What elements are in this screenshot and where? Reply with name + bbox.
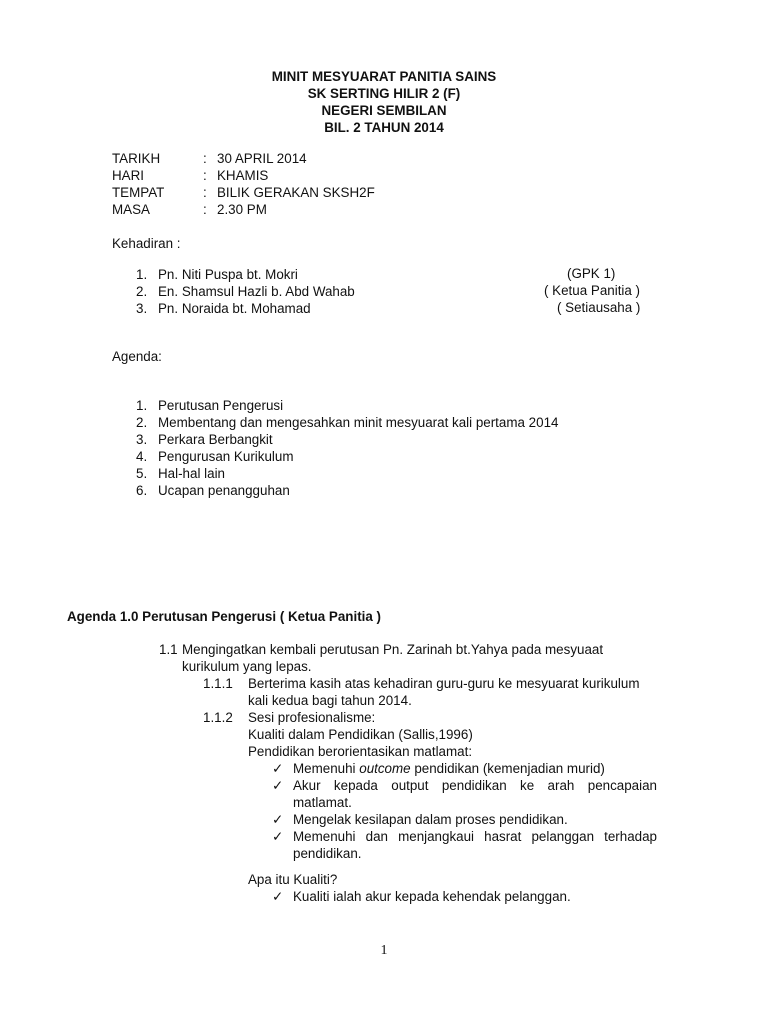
- agenda-number: 6.: [136, 483, 148, 498]
- check-icon: ✓: [272, 761, 284, 776]
- check-icon: ✓: [272, 778, 284, 793]
- info-key-tarikh: TARIKH: [112, 151, 161, 166]
- info-key-hari: HARI: [112, 168, 144, 183]
- attendance-number: 2.: [136, 284, 148, 299]
- section-1-1-2-subtitle-2: Pendidikan berorientasikan matlamat:: [248, 744, 473, 759]
- info-value-tarikh: 30 APRIL 2014: [217, 151, 307, 166]
- info-colon: :: [203, 151, 207, 166]
- info-key-tempat: TEMPAT: [112, 185, 165, 200]
- bullet-text-post: pendidikan (kemenjadian murid): [410, 761, 605, 776]
- section-1-1-2-text: Sesi profesionalisme:: [248, 710, 376, 725]
- attendance-number: 3.: [136, 301, 148, 316]
- section-1-1-1-text-cont: kali kedua bagi tahun 2014.: [248, 693, 412, 708]
- section-1-1-1-text: Berterima kasih atas kehadiran guru-guru ke mesyuarat kurikulum: [248, 676, 640, 691]
- info-colon: :: [203, 185, 207, 200]
- title-line-1: MINIT MESYUARAT PANITIA SAINS: [271, 69, 497, 84]
- info-key-masa: MASA: [112, 202, 150, 217]
- attendance-role: (GPK 1): [567, 266, 616, 281]
- page-number: 1: [380, 943, 388, 958]
- section-1-1-2-subtitle: Kualiti dalam Pendidikan (Sallis,1996): [248, 727, 473, 742]
- bullet-text: Memenuhi dan menjangkaui hasrat pelanggan terhadap pendidikan.: [293, 829, 657, 861]
- bullet-item: [272, 811, 657, 828]
- agenda-1-heading: Agenda 1.0 Perutusan Pengerusi ( Ketua Panitia ): [67, 609, 382, 624]
- section-1-1-text-cont: kurikulum yang lepas.: [182, 659, 312, 674]
- section-1-1-text: Mengingatkan kembali perutusan Pn. Zarinah bt.Yahya pada mesyuaat: [182, 642, 604, 657]
- info-colon: :: [203, 202, 207, 217]
- agenda-text: Pengurusan Kurikulum: [158, 449, 294, 464]
- check-icon: ✓: [272, 812, 284, 827]
- agenda-text: Ucapan penangguhan: [158, 483, 290, 498]
- agenda-text: Hal-hal lain: [158, 466, 225, 481]
- bullet-item: [272, 888, 657, 905]
- info-value-hari: KHAMIS: [217, 168, 269, 183]
- bullet-text: [293, 760, 657, 777]
- bullet-text: Akur kepada output pendidikan ke arah pencapaian matlamat.: [293, 778, 657, 810]
- check-icon: ✓: [272, 829, 284, 844]
- attendance-name: Pn. Noraida bt. Mohamad: [158, 301, 311, 316]
- section-1-1-2-number: 1.1.2: [203, 710, 233, 725]
- section-1-1-number: 1.1: [159, 642, 178, 657]
- agenda-number: 5.: [136, 466, 148, 481]
- attendance-name: Pn. Niti Puspa bt. Mokri: [158, 267, 298, 282]
- agenda-text: Membentang dan mengesahkan minit mesyuarat kali pertama 2014: [158, 415, 559, 430]
- bullet-item: [272, 828, 657, 862]
- info-value-masa: 2.30 PM: [217, 202, 267, 217]
- document-title: [0, 68, 768, 136]
- info-colon: :: [203, 168, 207, 183]
- bullet-item: [272, 760, 657, 777]
- title-line-4: BIL. 2 TAHUN 2014: [324, 120, 444, 135]
- bullet-text: Mengelak kesilapan dalam proses pendidikan.: [293, 812, 568, 827]
- attendance-label: Kehadiran :: [112, 236, 181, 251]
- check-icon: ✓: [272, 889, 284, 904]
- agenda-number: 4.: [136, 449, 148, 464]
- attendance-role: ( Ketua Panitia ): [544, 283, 641, 298]
- bullet-text-pre: Memenuhi: [293, 761, 360, 776]
- bullet-item: [272, 777, 657, 811]
- attendance-number: 1.: [136, 267, 148, 282]
- question-label: Apa itu Kualiti?: [248, 872, 338, 887]
- info-value-tempat: BILIK GERAKAN SKSH2F: [217, 185, 375, 200]
- agenda-number: 2.: [136, 415, 148, 430]
- agenda-text: Perutusan Pengerusi: [158, 398, 284, 413]
- attendance-role: ( Setiausaha ): [557, 300, 641, 315]
- agenda-number: 1.: [136, 398, 148, 413]
- section-1-1-1-number: 1.1.1: [203, 676, 233, 691]
- attendance-name: En. Shamsul Hazli b. Abd Wahab: [158, 284, 355, 299]
- agenda-text: Perkara Berbangkit: [158, 432, 273, 447]
- bullet-text-emphasis: outcome: [359, 761, 411, 776]
- bullet-text: Kualiti ialah akur kepada kehendak pelanggan.: [293, 889, 571, 904]
- title-line-2: SK SERTING HILIR 2 (F): [307, 86, 461, 101]
- agenda-number: 3.: [136, 432, 148, 447]
- title-line-3: NEGERI SEMBILAN: [321, 103, 447, 118]
- agenda-label: Agenda:: [112, 349, 162, 364]
